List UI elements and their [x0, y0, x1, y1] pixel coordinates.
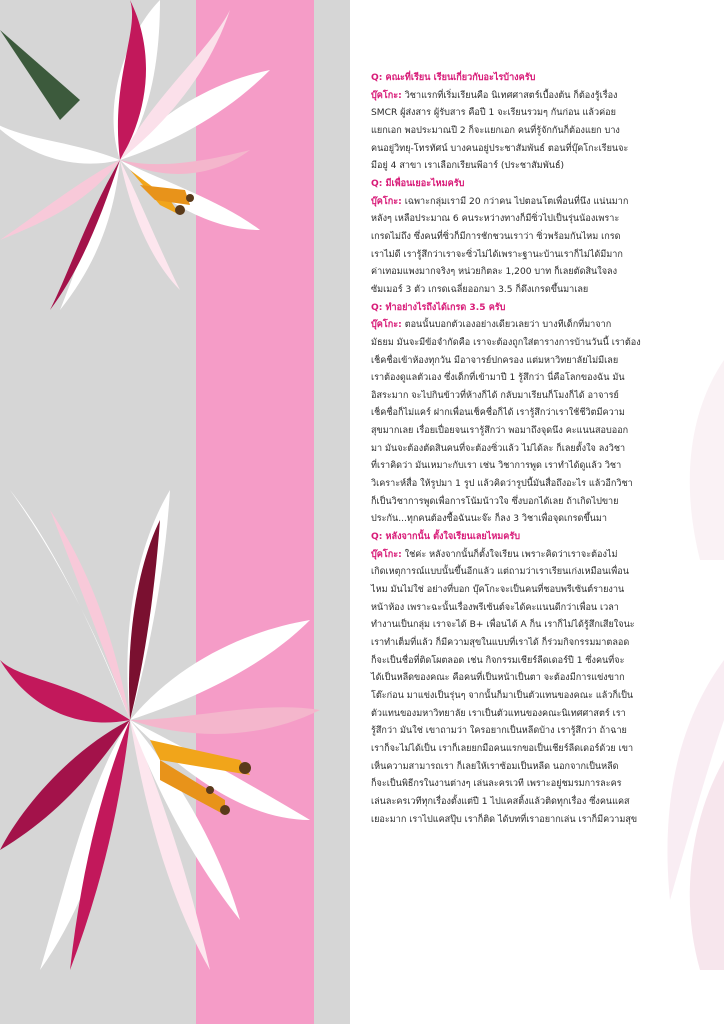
qa-section	[371, 529, 707, 829]
answer-line: ไหม มันไม่ใช่ อย่างที่บอก บุ๊คโกะจะเป็นคนที่ชอบพรีเซ้นต์รายงาน	[371, 585, 625, 596]
answer-paragraph	[371, 88, 707, 176]
answer-line: ก็จะเป็นชื่อที่ติดโผตลอด เช่น กิจกรรมเชียร์ลีดเดอร์ปี 1 ซึ่งคนที่จะ	[371, 655, 625, 666]
answer-line: ที่เราคิดว่า มันเหมาะกับเรา เช่น วิชาการพูด เราทำได้ดูแล้ว วิชา	[371, 461, 622, 472]
answer-line: เกรดไม่ถึง ซึ่งคนที่ซิ่วก็มีการชักชวนเราว่า ซิ่วพร้อมกันไหม เกรด	[371, 231, 621, 242]
answer-line: บุ๊คโกะ: ใช่ค่ะ หลังจากนั้นก็ตั้งใจเรียน เพราะคิดว่าเราจะต้องไม่	[371, 549, 618, 560]
qa-section	[371, 176, 707, 300]
qa-section	[371, 70, 707, 176]
question-heading: Q: มีเพื่อนเยอะไหมครับ	[371, 178, 465, 189]
answer-paragraph	[371, 194, 707, 300]
answer-line: โต๊ะก่อน มาแข่งเป็นรุ่นๆ จากนั้นก็มาเป็นตัวแทนของคณะ แล้วก็เป็น	[371, 690, 634, 701]
question-heading: Q: คณะที่เรียน เรียนเกี่ยวกับอะไรบ้างครับ	[371, 73, 536, 83]
qa-section	[371, 300, 707, 530]
answer-line: ทำงานเป็นกลุ่ม เราจะได้ B+ เพื่อนได้ A ก็น เราก็ไม่ได้รู้สึกเสียใจนะ	[371, 620, 635, 631]
answer-line: เราก็จะไม่ได้เป็น เราก็เลยยกมือคนแรกขอเป็นเชียร์ลีดเดอร์ด้วย เขา	[371, 743, 634, 754]
answer-line: บุ๊คโกะ: วิชาแรกที่เริ่มเรียนคือ นิเทศศาสตร์เบื้องต้น ก็ต้องรู้เรื่อง	[371, 90, 618, 101]
question-heading: Q: หลังจากนั้น ตั้งใจเรียนเลยไหมครับ	[371, 532, 521, 543]
answer-line: ตัวแทนของมหาวิทยาลัย เราเป็นตัวแทนของคณะนิเทศศาสตร์ เรา	[371, 708, 626, 719]
answer-paragraph	[371, 547, 707, 830]
answer-line: ก็เป็นวิชาการพูดเพื่อการโน้มน้าวใจ ซึ่งบอกได้เลย ถ้าเกิดไปขาย	[371, 496, 619, 507]
answer-line: มีอยู่ 4 สาขา เราเลือกเรียนพีอาร์ (ประชาสัมพันธ์)	[371, 161, 565, 172]
answer-line: บุ๊คโกะ: เฉพาะกลุ่มเรามี 20 กว่าคน ไปตอนโตเพื่อนที่นึง แน่นมาก	[371, 196, 629, 207]
question-heading: Q: ทำอย่างไรถึงได้เกรด 3.5 ครับ	[371, 302, 506, 313]
answer-line: ซัมเมอร์ 3 ตัว เกรดเฉลี่ยออกมา 3.5 ก็ดึงเกรดขึ้นมาเลย	[371, 284, 589, 295]
answer-line: หลังๆ เหลือประมาณ 6 คนระหว่างทางก็มีซิ่วไปเป็นรุ่นน้องเพราะ	[371, 214, 620, 225]
answer-line: SMCR ผู้ส่งสาร ผู้รับสาร คือปี 1 จะเรียนรวมๆ กันก่อน แล้วค่อย	[371, 108, 616, 119]
speaker-label: บุ๊คโกะ:	[371, 549, 402, 560]
answer-line: ประกัน...ทุกคนต้องซื้อฉันนะจ๊ะ ก็ลง 3 วิชาเพื่อจุดเกรดขึ้นมา	[371, 514, 607, 525]
answer-line: ก็จะเป็นพิธีกรในงานต่างๆ เล่นละครเวที เพราะอยู่ชมรมการละคร	[371, 779, 622, 790]
answer-line: อิสระมาก จะไปกินข้าวที่ห้างก็ได้ กลับมาเรียนก็โมงก็ได้ อาจารย์	[371, 390, 619, 401]
answer-line: มา มันจะต้องตัดสินคนที่จะต้องซิ่วแล้ว ไม่ได้ละ ก็เลยตั้งใจ ลงวิชา	[371, 443, 626, 454]
answer-line: คนอยู่วิทยุ-โทรทัศน์ บางคนอยู่ประชาสัมพันธ์ ตอนที่บุ๊คโกะเรียนจะ	[371, 143, 629, 154]
speaker-label: บุ๊คโกะ:	[371, 320, 402, 331]
answer-line: หน้าห้อง เพราะฉะนั้นเรื่องพรีเซ้นต์จะได้คะแนนดีกว่าเพื่อน เวลา	[371, 602, 619, 613]
answer-line: รู้สึกว่า มันใช่ เขาถามว่า ใครอยากเป็นหลีดบ้าง เรารู้สึกว่า ถ้าฉาย	[371, 726, 627, 737]
answer-line: เราต้องดูแลตัวเอง ซึ่งเด็กที่เข้ามาปี 1 รู้สึกว่า นี่คือโลกของฉัน มัน	[371, 373, 625, 384]
answer-line: เช็คชื่อเข้าห้องทุกวัน มีอาจารย์ปกครอง แต่มหาวิทยาลัยไม่มีเลย	[371, 355, 619, 366]
answer-line: เช็คชื่อก็ไม่แคร์ ฝากเพื่อนเช็คชื่อก็ได้ เรารู้สึกว่าเราใช้ชีวิตมีความ	[371, 408, 625, 419]
answer-line: มัธยม มันจะมีข้อจำกัดคือ เราจะต้องถูกใส่ตารางการบ้านวันนี้ เราต้อง	[371, 337, 641, 348]
speaker-label: บุ๊คโกะ:	[371, 90, 402, 101]
answer-line: เราไม่ดี เรารู้สึกว่าเราจะซิ่วไม่ได้เพราะฐานะบ้านเราก็ไม่ได้มีมาก	[371, 249, 623, 260]
flower-artwork	[0, 0, 350, 1024]
article-text	[371, 70, 707, 829]
answer-line: เกิดเหตุการณ์แบบนั้นขึ้นอีกแล้ว แต่ถามว่าเราเรียนเก่งเหมือนเพื่อน	[371, 567, 629, 578]
answer-line: เราทำเต็มที่แล้ว ก็มีความสุขในแบบที่เราได้ ก็ร่วมกิจกรรมมาตลอด	[371, 638, 630, 648]
answer-line: ค่าเทอมแพงมากจริงๆ หน่วยกิตละ 1,200 บาท ก็เลยตัดสินใจลง	[371, 267, 618, 278]
answer-line: ได้เป็นหลีดของคณะ คือคนที่เป็นหน้าเป็นตา จะต้องมีการแข่งขาก	[371, 673, 625, 684]
answer-line: สุขมากเลย เรื่อยเปื่อยจนเรารู้สึกว่า พอมาถึงจุดนึง คะแนนสอบออก	[371, 426, 629, 437]
answer-line: แยกเอก พอประมาณปี 2 ก็จะแยกเอก คนที่รู้จักกันก็ต้องแยก บาง	[371, 125, 620, 136]
speaker-label: บุ๊คโกะ:	[371, 196, 402, 207]
answer-line: บุ๊คโกะ: ตอนนั้นบอกตัวเองอย่างเดียวเลยว่า บางทีเด็กที่มาจาก	[371, 320, 612, 331]
answer-line: เห็นความสามารถเรา ก็เลยให้เราซ้อมเป็นหลีด นอกจากเป็นหลีด	[371, 761, 619, 772]
answer-paragraph	[371, 317, 707, 529]
answer-line: เล่นละครเวทีทุกเรื่องตั้งแต่ปี 1 ไปแคสติ้งแล้วติดทุกเรื่อง ซึ่งคนแคส	[371, 796, 630, 807]
answer-line: เยอะมาก เราไปแคสปุ๊บ เราก็ติด ได้บทที่เราอยากเล่น เราก็มีความสุข	[371, 814, 638, 825]
answer-line: วิเคราะห์สื่อ ให้รูปมา 1 รูป แล้วคิดว่ารูปนี้มันสื่อถึงอะไร แล้วอีกวิชา	[371, 479, 633, 490]
